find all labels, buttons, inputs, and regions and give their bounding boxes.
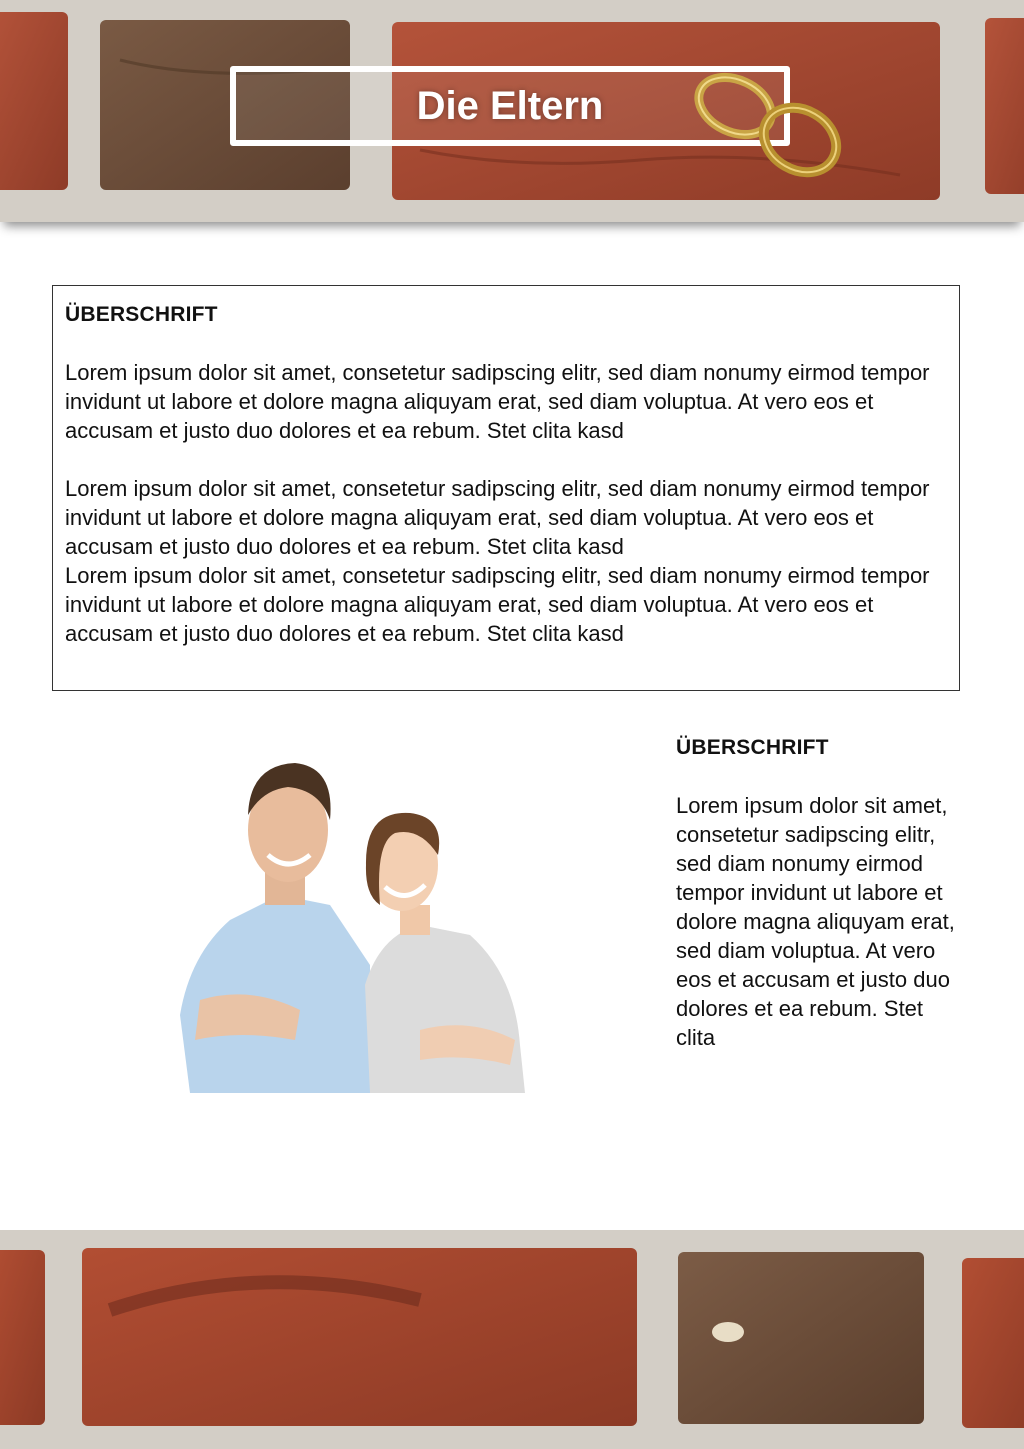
page-title: Die Eltern bbox=[416, 83, 604, 128]
main-paragraph-1: Lorem ipsum dolor sit amet, consetetur sadipscing elitr, sed diam nonumy eirmod tempor invidunt ut labore et dolore magna aliquyam erat, sed diam voluptua. At vero eos et accusam et justo duo dolores et ea rebum. Stet clita kasd bbox=[65, 360, 930, 443]
footer-brick-wall bbox=[0, 1230, 1024, 1449]
main-paragraph-3: Lorem ipsum dolor sit amet, consetetur sadipscing elitr, sed diam nonumy eirmod tempor invidunt ut labore et dolore magna aliquyam erat, sed diam voluptua. At vero eos et accusam et justo duo dolores et ea rebum. Stet clita kasd bbox=[65, 563, 930, 646]
brick-wall-texture-bottom bbox=[0, 1230, 1024, 1449]
couple-photo bbox=[170, 755, 540, 1093]
main-paragraph-2: Lorem ipsum dolor sit amet, consetetur sadipscing elitr, sed diam nonumy eirmod tempor invidunt ut labore et dolore magna aliquyam erat, sed diam voluptua. At vero eos et accusam et justo duo dolores et ea rebum. Stet clita kasd bbox=[65, 476, 930, 559]
side-text-column bbox=[676, 733, 966, 1052]
wedding-rings-icon bbox=[690, 68, 870, 188]
side-heading: ÜBERSCHRIFT bbox=[676, 736, 829, 759]
side-paragraph: Lorem ipsum dolor sit amet, consetetur sadipscing elitr, sed diam nonumy eirmod tempor invidunt ut labore et dolore magna aliquyam erat, sed diam voluptua. At vero eos et accusam et justo duo dolores et ea rebum. Stet clita bbox=[676, 793, 955, 1050]
main-heading: ÜBERSCHRIFT bbox=[65, 303, 218, 326]
main-text-box bbox=[52, 285, 960, 691]
